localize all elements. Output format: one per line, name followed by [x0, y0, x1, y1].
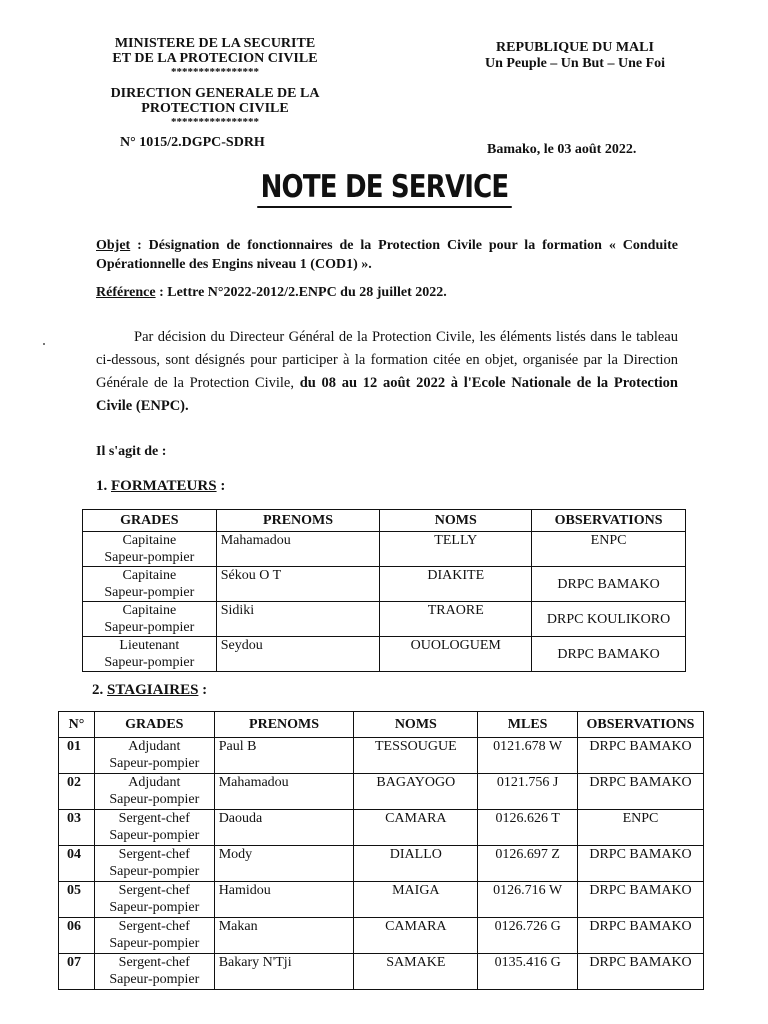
- grade-cell: Sergent-chef Sapeur-pompier: [94, 954, 214, 990]
- nom-cell: DIAKITE: [380, 567, 532, 602]
- matricule-cell: 0126.697 Z: [478, 846, 578, 882]
- table-row: [59, 738, 704, 774]
- matricule-cell: 0126.716 W: [478, 882, 578, 918]
- observation-cell: DRPC BAMAKO: [578, 774, 704, 810]
- section-number: 1.: [96, 478, 111, 494]
- nom-cell: SAMAKE: [354, 954, 478, 990]
- page-title: NOTE DE SERVICE: [257, 168, 511, 208]
- matricule-cell: 0126.726 G: [478, 918, 578, 954]
- section-number: 2.: [92, 682, 107, 698]
- reference-label: Référence: [96, 285, 156, 300]
- reference: [96, 285, 447, 301]
- grade-cell: Sergent-chef Sapeur-pompier: [94, 846, 214, 882]
- observation-cell: DRPC KOULIKORO: [532, 602, 686, 637]
- column-header: NOMS: [354, 712, 478, 738]
- table-header-row: [59, 712, 704, 738]
- ministry-line: MINISTERE DE LA SECURITE: [114, 36, 316, 51]
- grade-cell: Sergent-chef Sapeur-pompier: [94, 810, 214, 846]
- row-number: 05: [59, 882, 95, 918]
- table-row: [83, 567, 686, 602]
- prenom-cell: Hamidou: [214, 882, 354, 918]
- prenom-cell: Bakary N'Tji: [214, 954, 354, 990]
- table-row: [83, 532, 686, 567]
- row-number: 02: [59, 774, 95, 810]
- row-number: 06: [59, 918, 95, 954]
- row-number: 04: [59, 846, 95, 882]
- grade-cell: Capitaine Sapeur-pompier: [83, 602, 217, 637]
- table-row: [83, 637, 686, 672]
- row-number: 07: [59, 954, 95, 990]
- body-text-bold: du 08 au 12 août 2022 à l'Ecole Nationale de la Protection Civile (ENPC).: [96, 375, 678, 414]
- stars-divider: ****************: [171, 116, 259, 128]
- table-row: [59, 774, 704, 810]
- reference-text: : Lettre N°2022-2012/2.ENPC du 28 juillet 2022.: [155, 285, 447, 300]
- column-header: NOMS: [380, 510, 532, 532]
- scan-dot: [43, 343, 45, 345]
- nom-cell: CAMARA: [354, 810, 478, 846]
- observation-cell: ENPC: [532, 532, 686, 567]
- prenom-cell: Daouda: [214, 810, 354, 846]
- table-row: [59, 846, 704, 882]
- page-title-wrap: [0, 168, 768, 208]
- table-row: [83, 602, 686, 637]
- nom-cell: OUOLOGUEM: [380, 637, 532, 672]
- observation-cell: DRPC BAMAKO: [578, 738, 704, 774]
- grade-cell: Sergent-chef Sapeur-pompier: [94, 918, 214, 954]
- column-header: PRENOMS: [216, 510, 380, 532]
- observation-cell: DRPC BAMAKO: [532, 567, 686, 602]
- direction-line: DIRECTION GENERALE DE LA: [110, 86, 320, 101]
- matricule-cell: 0121.678 W: [478, 738, 578, 774]
- formateurs-table: [82, 509, 686, 672]
- grade-cell: Capitaine Sapeur-pompier: [83, 532, 217, 567]
- table-row: [59, 882, 704, 918]
- section-heading-stagiaires: [92, 682, 207, 699]
- nom-cell: DIALLO: [354, 846, 478, 882]
- nom-cell: MAIGA: [354, 882, 478, 918]
- body-paragraph: [96, 326, 678, 418]
- national-motto: Un Peuple – Un But – Une Foi: [484, 56, 666, 71]
- table-row: [59, 918, 704, 954]
- observation-cell: DRPC BAMAKO: [532, 637, 686, 672]
- row-number: 01: [59, 738, 95, 774]
- subject-text: : Désignation de fonctionnaires de la Protection Civile pour la formation « Conduite Opérationnelle des Engins niveau 1 (COD1) ».: [96, 238, 678, 272]
- matricule-cell: 0135.416 G: [478, 954, 578, 990]
- intro-line: Il s'agit de :: [96, 444, 167, 459]
- grade-cell: Adjudant Sapeur-pompier: [94, 774, 214, 810]
- column-header: GRADES: [94, 712, 214, 738]
- nom-cell: TESSOUGUE: [354, 738, 478, 774]
- prenom-cell: Seydou: [216, 637, 380, 672]
- subject-label: Objet: [96, 238, 131, 253]
- nom-cell: BAGAYOGO: [354, 774, 478, 810]
- column-header: OBSERVATIONS: [578, 712, 704, 738]
- document-date: Bamako, le 03 août 2022.: [487, 142, 637, 157]
- republic-header: [470, 40, 680, 72]
- grade-cell: Sergent-chef Sapeur-pompier: [94, 882, 214, 918]
- table-row: [59, 954, 704, 990]
- column-header: N°: [59, 712, 95, 738]
- prenom-cell: Makan: [214, 918, 354, 954]
- matricule-cell: 0121.756 J: [478, 774, 578, 810]
- table-header-row: [83, 510, 686, 532]
- section-colon: :: [198, 682, 208, 698]
- subject: [96, 236, 678, 274]
- prenom-cell: Paul B: [214, 738, 354, 774]
- section-label: FORMATEURS: [111, 478, 217, 494]
- nom-cell: TRAORE: [380, 602, 532, 637]
- column-header: OBSERVATIONS: [532, 510, 686, 532]
- column-header: PRENOMS: [214, 712, 354, 738]
- observation-cell: DRPC BAMAKO: [578, 846, 704, 882]
- nom-cell: CAMARA: [354, 918, 478, 954]
- observation-cell: DRPC BAMAKO: [578, 882, 704, 918]
- grade-cell: Capitaine Sapeur-pompier: [83, 567, 217, 602]
- column-header: MLES: [478, 712, 578, 738]
- stars-divider: ****************: [171, 66, 259, 78]
- observation-cell: DRPC BAMAKO: [578, 918, 704, 954]
- body-text: Par décision du Directeur Général de la Protection Civile, les éléments listés dans le tableau ci-dessous, sont désignés pour participer à la formation citée en objet, organisée par la Direction Générale de la Protection Civile,: [96, 329, 678, 391]
- direction-line: PROTECTION CIVILE: [141, 101, 289, 116]
- observation-cell: ENPC: [578, 810, 704, 846]
- section-colon: :: [216, 478, 226, 494]
- observation-cell: DRPC BAMAKO: [578, 954, 704, 990]
- document-number: N° 1015/2.DGPC-SDRH: [120, 135, 265, 150]
- prenom-cell: Sidiki: [216, 602, 380, 637]
- ministry-line: ET DE LA PROTECION CIVILE: [112, 51, 318, 66]
- nom-cell: TELLY: [380, 532, 532, 567]
- section-label: STAGIAIRES: [107, 682, 199, 698]
- stagiaires-table: [58, 711, 704, 990]
- grade-cell: Adjudant Sapeur-pompier: [94, 738, 214, 774]
- column-header: GRADES: [83, 510, 217, 532]
- table-row: [59, 810, 704, 846]
- section-heading-formateurs: [96, 478, 225, 495]
- grade-cell: Lieutenant Sapeur-pompier: [83, 637, 217, 672]
- ministry-header: [90, 36, 340, 128]
- prenom-cell: Mahamadou: [214, 774, 354, 810]
- row-number: 03: [59, 810, 95, 846]
- prenom-cell: Mahamadou: [216, 532, 380, 567]
- matricule-cell: 0126.626 T: [478, 810, 578, 846]
- republic-name: REPUBLIQUE DU MALI: [496, 40, 654, 55]
- prenom-cell: Mody: [214, 846, 354, 882]
- prenom-cell: Sékou O T: [216, 567, 380, 602]
